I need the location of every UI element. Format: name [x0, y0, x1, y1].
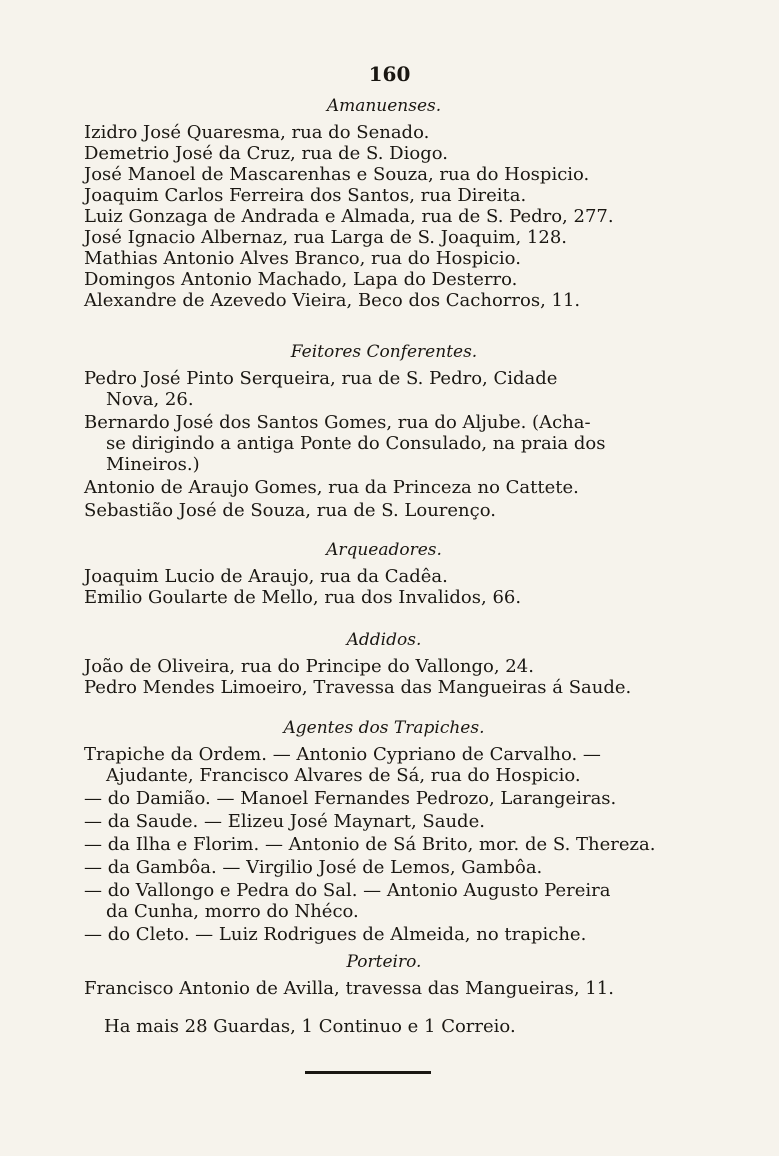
section-feitores — [84, 342, 684, 523]
entry-line: Bernardo José dos Santos Gomes, rua do Aljube. (Acha- — [84, 412, 591, 433]
entry-line: — do Cleto. — Luiz Rodrigues de Almeida, no trapiche. — [84, 924, 587, 945]
entry-continuation: da Cunha, morro do Nhéco. — [106, 901, 359, 922]
list-item: Joaquim Lucio de Araujo, rua da Cadêa. — [84, 566, 448, 587]
section-addidos — [84, 630, 684, 698]
entry-line: — da Saude. — Elizeu José Maynart, Saude. — [84, 811, 485, 832]
list-item: Izidro José Quaresma, rua do Senado. — [84, 122, 430, 143]
list-item — [84, 834, 684, 855]
entry-line: Trapiche da Ordem. — Antonio Cypriano de Carvalho. — — [84, 744, 601, 765]
list-item — [84, 477, 684, 498]
entry-line: Pedro José Pinto Serqueira, rua de S. Pedro, Cidade — [84, 368, 558, 389]
list-item — [84, 880, 684, 922]
section-agentes — [84, 718, 684, 947]
section-heading: Amanuenses. — [326, 96, 442, 116]
section-heading: Agentes dos Trapiches. — [283, 718, 485, 738]
entry-continuation: Nova, 26. — [106, 389, 194, 410]
footer-note-block — [104, 1016, 704, 1037]
section-arqueadores — [84, 540, 684, 608]
list-item — [84, 811, 684, 832]
entry-line: Sebastião José de Souza, rua de S. Lourenço. — [84, 500, 496, 521]
closing-rule — [305, 1071, 431, 1074]
section-heading: Feitores Conferentes. — [290, 342, 478, 362]
list-item — [84, 412, 684, 475]
list-item — [84, 924, 684, 945]
footer-note: Ha mais 28 Guardas, 1 Continuo e 1 Correio. — [104, 1016, 516, 1037]
list-item — [84, 744, 684, 786]
list-item: Demetrio José da Cruz, rua de S. Diogo. — [84, 143, 448, 164]
list-item: Luiz Gonzaga de Andrada e Almada, rua de S. Pedro, 277. — [84, 206, 614, 227]
section-heading: Arqueadores. — [326, 540, 442, 560]
list-item: João de Oliveira, rua do Principe do Vallongo, 24. — [84, 656, 534, 677]
list-item — [84, 368, 684, 410]
page-number: 160 — [368, 62, 411, 86]
list-item — [84, 500, 684, 521]
entry-line: — do Vallongo e Pedra do Sal. — Antonio Augusto Pereira — [84, 880, 611, 901]
list-item — [84, 788, 684, 809]
list-item: Francisco Antonio de Avilla, travessa das Mangueiras, 11. — [84, 978, 614, 999]
list-item: Domingos Antonio Machado, Lapa do Desterro. — [84, 269, 518, 290]
entry-line: — do Damião. — Manoel Fernandes Pedrozo, Larangeiras. — [84, 788, 617, 809]
list-item: Mathias Antonio Alves Branco, rua do Hospicio. — [84, 248, 521, 269]
section-heading: Porteiro. — [346, 952, 422, 972]
entry-continuation: Mineiros.) — [106, 454, 200, 475]
section-porteiro — [84, 952, 684, 999]
entry-line: Antonio de Araujo Gomes, rua da Princeza no Cattete. — [84, 477, 579, 498]
entry-line: — da Gambôa. — Virgilio José de Lemos, Gambôa. — [84, 857, 543, 878]
entry-line: — da Ilha e Florim. — Antonio de Sá Brito, mor. de S. Thereza. — [84, 834, 656, 855]
list-item: José Ignacio Albernaz, rua Larga de S. Joaquim, 128. — [84, 227, 567, 248]
list-item: Emilio Goularte de Mello, rua dos Invalidos, 66. — [84, 587, 522, 608]
entry-continuation: Ajudante, Francisco Alvares de Sá, rua do Hospicio. — [106, 765, 581, 786]
entry-continuation: se dirigindo a antiga Ponte do Consulado, na praia dos — [106, 433, 606, 454]
list-item: José Manoel de Mascarenhas e Souza, rua do Hospicio. — [84, 164, 590, 185]
list-item: Joaquim Carlos Ferreira dos Santos, rua Direita. — [84, 185, 527, 206]
section-heading: Addidos. — [346, 630, 422, 650]
list-item — [84, 857, 684, 878]
list-item: Pedro Mendes Limoeiro, Travessa das Mangueiras á Saude. — [84, 677, 632, 698]
section-amanuenses — [84, 96, 684, 311]
list-item: Alexandre de Azevedo Vieira, Beco dos Cachorros, 11. — [84, 290, 581, 311]
